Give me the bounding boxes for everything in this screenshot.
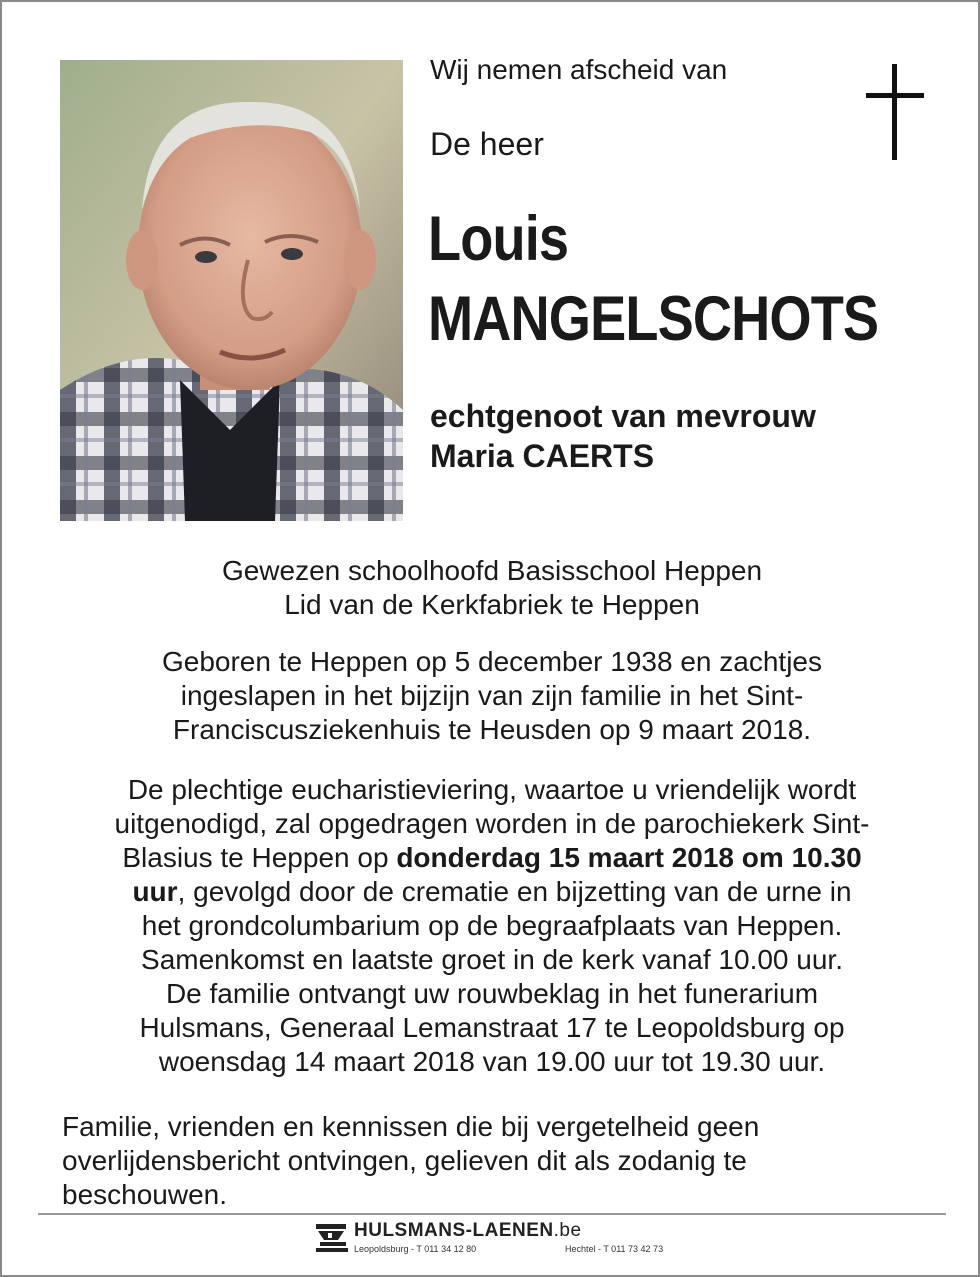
birth-line: ingeslapen in het bijzijn van zijn familie in het Sint- [180, 680, 804, 711]
birth-block [42, 645, 942, 747]
ceremony-line: het grondcolumbarium op de begraafplaats van Heppen. [141, 910, 843, 941]
portrait-illustration [60, 60, 403, 521]
ceremony-line: De familie ontvangt uw rouwbeklag in het funerarium [165, 978, 819, 1009]
ceremony-date: donderdag 15 maart 2018 om 10.30 [396, 842, 862, 873]
roles-block [42, 554, 942, 622]
ceremony-line: Hulsmans, Generaal Lemanstraat 17 te Leopoldsburg op [139, 1012, 845, 1043]
closing-line: beschouwen. [62, 1179, 228, 1210]
ceremony-text: Blasius te Heppen op [122, 842, 397, 873]
ceremony-date-end: uur [132, 876, 178, 907]
cross-icon [866, 64, 924, 162]
footer-divider [38, 1213, 946, 1215]
birth-line: Franciscusziekenhuis te Heusden op 9 maart 2018. [172, 714, 812, 745]
closing-line: overlijdensbericht ontvingen, gelieven dit als zodanig te [62, 1145, 747, 1176]
location-hechtel: Hechtel - T 011 73 42 73 [565, 1244, 664, 1254]
last-name: MANGELSCHOTS [428, 284, 879, 354]
ceremony-text: , gevolgd door de crematie en bijzetting van de urne in [177, 876, 852, 907]
ceremony-line: woensdag 14 maart 2018 van 19.00 uur tot 19.30 uur. [158, 1046, 826, 1077]
closing-block [62, 1110, 942, 1212]
ceremony-line: uitgenodigd, zal opgedragen worden in de parochiekerk Sint- [114, 808, 870, 839]
ceremony-line: De plechtige eucharistieviering, waartoe u vriendelijk wordt [127, 774, 857, 805]
honorific: De heer [430, 126, 544, 162]
intro-text: Wij nemen afscheid van [430, 54, 728, 85]
spouse-line-2: Maria CAERTS [430, 438, 655, 474]
role-line: Lid van de Kerkfabriek te Heppen [284, 589, 700, 620]
birth-line: Geboren te Heppen op 5 december 1938 en zachtjes [161, 646, 822, 677]
funeral-home-logo-icon [314, 1220, 350, 1254]
brand-tld: .be [553, 1220, 582, 1241]
ceremony-block [42, 773, 942, 1079]
location-leopoldsburg: Leopoldsburg - T 011 34 12 80 [354, 1244, 477, 1254]
ceremony-line [42, 875, 942, 909]
ceremony-line [42, 841, 942, 875]
funeral-home-brand [354, 1220, 582, 1242]
spouse-line-1: echtgenoot van mevrouw [430, 398, 816, 434]
brand-name: HULSMANS-LAENEN [354, 1220, 554, 1241]
closing-line: Familie, vrienden en kennissen die bij vergetelheid geen [62, 1111, 760, 1142]
ceremony-line: Samenkomst en laatste groet in de kerk vanaf 10.00 uur. [141, 944, 843, 975]
first-name: Louis [428, 204, 569, 274]
role-line: Gewezen schoolhoofd Basisschool Heppen [221, 555, 763, 586]
portrait-photo [60, 60, 403, 521]
